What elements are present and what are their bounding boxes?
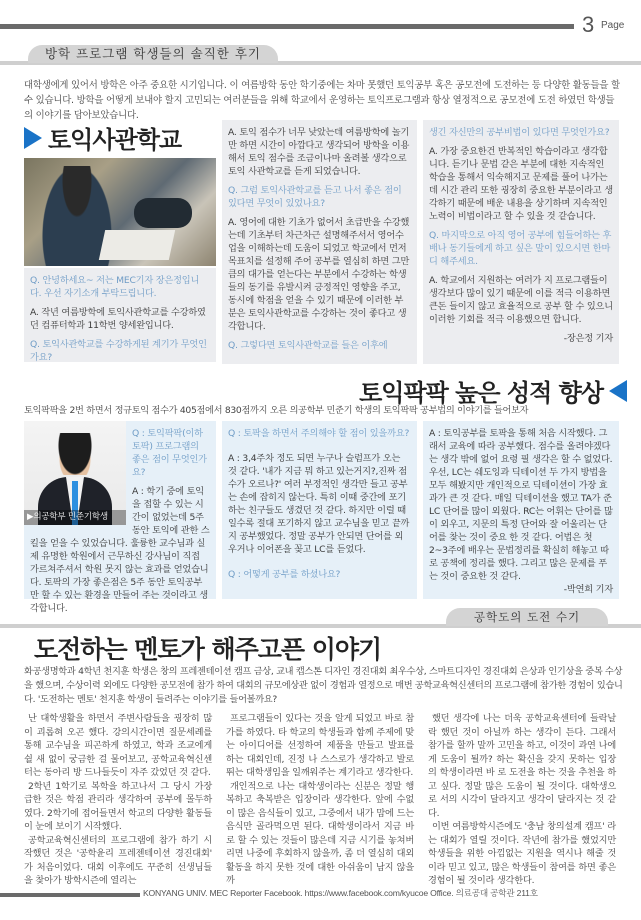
answer: A : 학기 중에 토익을 접할 수 있는 시간이 없었는데 5주 동안 토익에 관한 스킬을 얻을 수 있었습니다. 훌륭한 교수님과 실제 유명한 학원에서 근무하신 강사님이 직접 가르쳐주셔서 학원 못지 않는 효과를 얻었습니다. 토팍의 가장 좋은점은 5주 동안 토익공부만 할 수 있는 환경을 만들어 주는 것이라고 생각합니다. — [30, 486, 210, 614]
paragraph: 이번 여름방학시즌에도 '충남 창의설계 캠프' 라는 대회가 열릴 것이다. 작년에 참가를 했었지만 학생들을 위한 아낌없는 지원을 역시나 해줄 것이라 믿고 있고, 많은 학생들이 참여를 하면 좋은 경험이 될 것이라 생각한다. — [428, 821, 616, 886]
paragraph: 공학교육혁신센터의 프로그램에 참가 하기 시작했던 것은 '공학윤리 프레젠테이션 경진대회' 가 처음이었다. 대회 이후에도 꾸준히 선생님들을 찾아가 방학시즌에 열리는 — [24, 834, 212, 886]
triangle-left-icon — [609, 380, 627, 402]
footer-rule — [0, 893, 140, 897]
question: Q. 안녕하세요~ 저는 MEC기자 장은정입니다. 우선 자기소개 부탁드립니다. — [30, 275, 200, 299]
paragraph: 개인적으로 나는 대학생이라는 신분은 정말 행복하고 축복받은 입장이라 생각한다. 앞에 수없이 많은 음식들이 있고, 그중에서 내가 맘에 드는 음식만 골라먹으면 된다. 대학생이라서 지금 바로 할 수 있는 것들이 많은데 지금 시기를 놓쳐버리면 나중에 후회하지 않을까, 좀 더 열심히 대외활동을 하지 못한 것에 대한 아쉬움이 남지 않을까 — [226, 780, 414, 886]
head-shape — [58, 433, 92, 475]
footer-info: KONYANG UNIV. MEC Reporter Facebook. https://www.facebook.com/kyucoe Office. 의료공대 공학관 211호 — [143, 888, 538, 898]
question: Q. 마지막으로 아직 영어 공부에 힘들어하는 후배나 동기들에게 하고 싶은 말이 있으시면 한마디 해주세요. — [429, 230, 612, 267]
byline: -박연희 기자 — [563, 584, 613, 595]
page-number: 3 — [582, 12, 595, 37]
answer: A. 가장 중요한건 반복적인 학습이라고 생각합니다. 듣기나 문법 같은 부분에 대한 지속적인 학습을 통해서 익숙해지고 문제를 풀어 나가는데 시간 관리 또한 굉장히 중요한 부분이라고 생각하기 때문에 배운 내용을 상기하며 지속적인 노력이 비법이라고 할 수 있을 것 같습니다. — [429, 146, 613, 222]
qa-column-1 — [24, 421, 216, 614]
article-subtitle: 토익팍팍을 2번 하면서 정규토익 점수가 405점에서 830점까지 오른 의공학부 민준기 학생의 토익팍팍 공부법의 이야기를 들어보자 — [24, 405, 529, 416]
book-shape — [99, 230, 175, 260]
student-photo — [24, 158, 216, 266]
article-title: 토익사관학교 — [48, 126, 182, 154]
question: Q : 토팍을 하면서 주의해야 할 점이 있을까요? — [228, 428, 410, 439]
answer: A. 영어에 대한 기초가 없어서 초급반을 수강했는데 기초부터 차근차근 설명해주서서 영어수업을 이해하는데 도움이 되었고 학교에서 먼저 목표치를 설정해 주어 공부를 열심히 하면 그만큼의 대가를 얻는다는 부분에서 수강하는 학생들의 동기를 유발시켜 긍정적인 영향을 주고, 동시에 학점을 얻을 수 있기 때문에 이러한 부분은 토익사관학교를 수강하는 것이 좋다고 생각합니다. — [228, 217, 410, 332]
paragraph: 프로그램들이 있다는 것을 알게 되었고 바로 참가를 하였다. 타 학교의 학생들과 함께 주제에 맞는 아이디어를 선정하여 제품을 만들고 발표를 하는 대회인데, 진정 나 스스로가 생각하고 발로 뛰는 대학생임을 일깨워주는 계기라고 생각한다. — [226, 713, 414, 778]
answer: A : 3,4주차 정도 되면 누구나 슬럼프가 오는 것 같다. '내가 지금 뭐 하고 있는거지?,진짜 점수가 오르나?' 여러 부정적인 생각만 들고 공부는 손에 잡히지 않는다. 특히 이때 중간에 포기하는 친구들도 생겼던 것 같다. 하지만 이럴 때일수록 절대 포기하지 않고 교수님을 믿고 끝까지 공부했었다. 정말 공부가 안되면 단어를 외우거나 이어폰을 꽂고 LC를 듣었다. — [228, 453, 410, 555]
answer: A. 작년 여름방학에 토익사관학교를 수강하였던 컴퓨터학과 11학번 양세완입니다. — [30, 307, 206, 331]
bag-shape — [134, 198, 192, 228]
question: Q. 그렇다면 토익사관학교를 들은 이후에 — [228, 340, 388, 351]
page-label: Page — [601, 20, 625, 31]
qa-column-1 — [24, 268, 216, 362]
paragraph: 했던 생각에 나는 더욱 공학교육센터에 들락날락 했던 것이 아닐까 하는 생각이 든다. 그래서 참가를 할까 말까 고민을 하고, 이것이 과연 나에게 도움이 될까? 하는 확신을 갖지 못하는 입장의 학생이라면 바 로 도전을 하는 것을 추천을 하고 싶다. 정말 많은 도움이 될 것이다. 대학생으로 서의 시각이 달라지고 생각이 달라지는 것 같다. — [428, 713, 616, 819]
question: Q : 토익팍팍(이하 토팍) 프로그램의 좋은 점이 무엇인가요? — [132, 428, 207, 478]
question: Q : 어떻게 공부를 하셨나요? — [228, 569, 341, 580]
section-intro: 대학생에게 있어서 방학은 아주 중요한 시기입니다. 이 여름방학 동안 학기중에는 차마 못했던 토익공부 혹은 공모전에 도전하는 등 다양한 활동들을 할 수 있습니다. 방학을 어떻게 보내야 할지 고민되는 여러분들을 위해 학교에서 운영하는 토익프로그램과 항상 열정적으로 공모전에 도전 하였던 학생들의 이야기를 담아보았습니다. — [24, 80, 620, 121]
byline: -장은정 기자 — [563, 333, 613, 344]
photo-caption: ▶의공학부 민준기학생 — [24, 510, 126, 525]
paragraph: 난 대학생활을 하면서 주변사람들을 굉장히 많이 괴롭혀 오곤 했다. 강의시간이면 질문세례를 통해 교수님을 피곤하게 하였고, 학과 조교에게 쉴 새 없이 궁금한 걸 물어보고, 공학교육혁신센터는 동아리 방 드나들듯이 자주 갔었던 것 같다. — [24, 713, 212, 778]
header-rule — [0, 24, 574, 29]
question: 생긴 자신만의 공부비법이 있다면 무엇인가요? — [429, 127, 610, 138]
section-tab: 방학 프로그램 학생들의 솔직한 후기 — [28, 45, 278, 63]
qa-column-3 — [423, 120, 619, 364]
text-column-1 — [24, 712, 212, 888]
qa-column-2 — [222, 120, 417, 364]
text-column-2 — [226, 712, 414, 888]
student-portrait — [24, 421, 126, 525]
article-heading — [24, 120, 181, 155]
qa-column-3 — [423, 421, 619, 599]
article-title: 토익팍팍 높은 성적 향상 — [359, 379, 603, 407]
article-title: 도전하는 멘토가 해주고픈 이야기 — [34, 635, 382, 664]
text-column-3 — [428, 712, 616, 888]
answer: A. 토익 점수가 너무 낮았는데 여름방학에 놀기만 하면 시간이 아깝다고 생각되어 방학을 이용해서 토익 점수를 조금이나마 올려볼 생각으로 토익 사관학교를 듣게 되었습니다. — [228, 127, 410, 177]
answer: A. 학교에서 지원하는 여러가 지 프로그램들이 생각보다 많이 있기 때문에 이를 적극 이용하면 큰돈 들이지 않고 효율적으로 공부 할 수 있으니 이러한 기회를 적극 이용했으면 합니다. — [429, 275, 613, 325]
triangle-right-icon — [24, 127, 42, 149]
answer: A : 토익공부를 토팍을 통해 처음 시작했다. 그래서 교육에 따라 공부했다. 점수를 올려야겠다는 생각 밖에 없어 요령 필 생각은 할 수 없었다. 우선, LC는 쉐도잉과 딕테이션 두 가지 방법을 모두 해봤지만 개인적으로 딕테이션이 가장 효과가 큰 것 같다. 매일 딕테이션을 했고 TA가 준 LC 단어를 많이 외웠다. RC는 어휘는 단어를 많이 외우고, 지문의 특정 단어와 잘 어울리는 단어를 찾는 것이 중요 한 것 같다. 어법은 첫 2~3주에 배우는 문법정리를 확실히 해놓고 따로 공책에 정리를 했다. 그리고 많은 문제를 푸는 것이 중요한 것 같다. — [429, 428, 613, 582]
paragraph: 2학년 1학기로 복학을 하고나서 그 당시 가장 급한 것은 학점 관리라 생각하여 공부에 몰두하였다. 2학기에 접어들면서 학교의 다양한 활동들이 눈에 보이기 시작했다. — [24, 780, 212, 832]
article-intro: 화공생명학과 4학년 천지훈 학생은 창의 프레젠테이션 캠프 금상, 교내 캡스톤 디자인 경진대회 최우수상, 스마트디자인 경진대회 은상과 인기상을 중복 수상을 했으며, 수상이력 외에도 다양한 공모전에 참가 하여 대회의 규모에상관 없이 경험과 열정으로 매번 공학교육혁신센터의 프로그램에 참가한 경험이 있습니다. '도전하는 멘토' 천지훈 학생이 들려주는 이야기를 들어볼까요? — [24, 666, 623, 705]
question: Q. 토익사관학교를 수강하게된 계기가 무엇인가요? — [30, 339, 207, 363]
section-tab: 공학도의 도전 수기 — [446, 608, 608, 626]
question: Q. 그럼 토익사관학교를 듣고 나서 좋은 점이 있다면 무엇이 있었나요? — [228, 185, 402, 209]
qa-column-2 — [222, 421, 417, 599]
